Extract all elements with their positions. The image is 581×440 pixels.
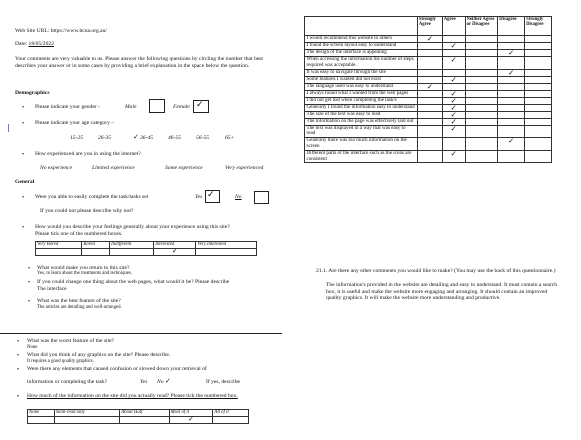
age-option[interactable]: 15-25 <box>70 135 84 141</box>
feelings-table <box>35 241 257 256</box>
survey-cell-checked[interactable]: ✓ <box>498 69 525 76</box>
survey-cell-checked[interactable]: ✓ <box>442 118 465 125</box>
feeling-cell[interactable] <box>36 249 82 256</box>
gender-question: Please indicate your gender - <box>35 104 100 110</box>
demographics-heading: Demographics <box>15 90 50 96</box>
feeling-option[interactable]: Indifferent <box>110 242 154 249</box>
survey-statement: Different parts of the interface such as the icons are consistent <box>305 150 418 163</box>
age-option[interactable]: 46-55 <box>168 135 182 141</box>
amount-cell[interactable] <box>120 417 169 424</box>
survey-cell-checked[interactable]: ✓ <box>417 36 442 43</box>
survey-cell[interactable] <box>525 97 552 104</box>
survey-cell[interactable] <box>525 104 552 111</box>
bullet: • <box>22 152 25 158</box>
survey-cell[interactable] <box>465 111 498 118</box>
survey-cell[interactable] <box>465 69 498 76</box>
page-divider <box>0 333 282 334</box>
feeling-option[interactable]: Very Interested <box>196 242 257 249</box>
graphics-answer: It requires a good quality graphics. <box>27 359 94 364</box>
survey-cell[interactable] <box>417 125 442 138</box>
check-icon: ✓ <box>133 133 139 141</box>
feeling-cell[interactable] <box>196 249 257 256</box>
date-value: 18/05/2022 <box>28 41 54 47</box>
survey-cell-checked[interactable]: ✓ <box>442 90 465 97</box>
survey-statement: Generally I found the information easy to understand <box>305 104 418 111</box>
survey-cell[interactable] <box>417 150 442 163</box>
comments-question: 21.1. Are there any other comments you would like to make? (You may use the back of this questionnaire.) <box>316 268 556 274</box>
survey-cell-checked[interactable]: ✓ <box>498 50 525 57</box>
amount-option[interactable]: Most of it <box>169 410 213 417</box>
comments-answer: The information's provided in the website are detailing and easy to understand. It must contain a search box, it is useful and make the website more engaging and arranging. It should contain an improved quality graphics. It will make the website more understanding and productive. <box>326 282 558 302</box>
bullet: • <box>22 195 25 201</box>
return-answer: Yes, to learn about the treatments and techniques. <box>37 271 133 276</box>
survey-cell[interactable] <box>525 138 552 151</box>
survey-cell[interactable] <box>465 138 498 151</box>
survey-cell[interactable] <box>498 76 525 83</box>
no-checkbox[interactable] <box>254 191 269 204</box>
male-checkbox[interactable] <box>149 99 165 113</box>
survey-cell-checked[interactable]: ✓ <box>442 104 465 111</box>
survey-statement: When accessing the information the number of steps required was acceptable. <box>305 57 418 70</box>
survey-cell[interactable] <box>498 36 525 43</box>
survey-row <box>305 125 552 138</box>
survey-cell[interactable] <box>417 57 442 70</box>
bullet: • <box>22 225 25 231</box>
survey-statement: Some features I wanted did not exist <box>305 76 418 83</box>
feeling-option[interactable]: Very Bored <box>36 242 82 249</box>
amount-cell[interactable] <box>213 417 249 424</box>
yes-label: Yes <box>195 194 203 200</box>
survey-row <box>305 150 552 163</box>
survey-cell[interactable] <box>465 97 498 104</box>
survey-cell[interactable] <box>525 76 552 83</box>
amount-option[interactable]: None <box>28 410 55 417</box>
age-option[interactable]: 36-45 <box>140 135 154 141</box>
feeling-cell-checked[interactable]: ✓ <box>154 249 196 256</box>
survey-cell-checked[interactable]: ✓ <box>442 125 465 138</box>
survey-cell[interactable] <box>525 69 552 76</box>
confusion-yes[interactable]: Yes <box>140 379 148 385</box>
change-question: If you could change one thing about the web pages, what would it be? Please describe <box>37 279 230 285</box>
survey-cell[interactable] <box>465 90 498 97</box>
amount-cell-checked[interactable]: ✓ <box>169 417 213 424</box>
survey-cell-checked[interactable]: ✓ <box>417 83 442 90</box>
bullet: • <box>17 339 20 345</box>
website-url: Web Site URL: https://www.bcna.org.au/ <box>15 28 107 34</box>
survey-cell[interactable] <box>498 150 525 163</box>
survey-statement: I found the screen layout easy to understand <box>305 43 418 50</box>
why-not-text: If you could not please describe why not? <box>40 208 134 214</box>
age-question: Please indicate your age category – <box>35 120 115 126</box>
experience-option[interactable]: No experience <box>40 165 73 171</box>
survey-cell[interactable] <box>465 104 498 111</box>
survey-cell[interactable] <box>465 57 498 70</box>
feeling-cell[interactable] <box>82 249 110 256</box>
survey-cell[interactable] <box>417 104 442 111</box>
survey-statement: The design of the interface is appealing <box>305 50 418 57</box>
experience-question: How experienced are you in using the internet? <box>35 151 141 157</box>
check-icon: ✓ <box>165 377 171 385</box>
survey-table <box>304 16 552 163</box>
survey-cell[interactable] <box>525 150 552 163</box>
feeling-option[interactable]: Interested <box>154 242 196 249</box>
confusion-no[interactable]: No <box>157 379 164 385</box>
bullet: • <box>28 280 31 286</box>
intro-text: Your comments are very valuable to us. Please answer the following questions by circling the number that best describes your answer or in some cases by providing a brief explanation in the space below the question. <box>15 56 263 69</box>
easy-question: Were you able to easily complete the task/tasks set <box>35 194 149 200</box>
col-header: Disagree <box>498 17 525 36</box>
amount-option[interactable]: About Half <box>120 410 169 417</box>
female-label: Female <box>173 104 190 110</box>
survey-cell[interactable] <box>525 50 552 57</box>
experience-option[interactable]: Some experience <box>165 165 203 171</box>
worst-question: What was the worst feature of the site? <box>27 338 115 344</box>
survey-cell[interactable] <box>417 97 442 104</box>
survey-cell[interactable] <box>417 43 442 50</box>
best-question: What was the best feature of the site? <box>37 298 121 304</box>
howmuch-question: How much of the information on the site did you actually read? Please tick the numbered box. <box>27 393 238 399</box>
col-header: Strongly Disagree <box>525 17 552 36</box>
col-header: Strongly Agree <box>417 17 442 36</box>
confusion-question: Were there any elements that caused confusion or slowed down your retrieval of <box>27 366 207 372</box>
survey-cell[interactable] <box>417 118 442 125</box>
amount-option[interactable]: All of it <box>213 410 249 417</box>
survey-cell[interactable] <box>417 90 442 97</box>
statement-header <box>305 17 418 36</box>
graphics-question: What did you think of any graphics on the site? Please describe. <box>27 352 171 358</box>
survey-cell[interactable] <box>525 36 552 43</box>
survey-cell[interactable] <box>525 57 552 70</box>
col-header: Neither Agree or Disagree <box>465 17 498 36</box>
margin-mark <box>8 124 9 132</box>
survey-cell-checked[interactable]: ✓ <box>442 57 465 70</box>
confusion-question-cont: information or completing the task? <box>27 379 108 385</box>
age-option[interactable]: 26-35 <box>98 135 112 141</box>
survey-cell[interactable] <box>498 111 525 118</box>
check-icon: ✓ <box>207 190 215 200</box>
survey-cell[interactable] <box>417 50 442 57</box>
bullet: • <box>17 394 20 400</box>
survey-statement: I would recommend this website to others <box>305 36 418 43</box>
survey-cell[interactable] <box>417 69 442 76</box>
age-option[interactable]: 56-55 <box>196 135 210 141</box>
survey-cell-checked[interactable]: ✓ <box>442 150 465 163</box>
survey-cell-checked[interactable]: ✓ <box>442 97 465 104</box>
survey-cell[interactable] <box>498 83 525 90</box>
bullet: • <box>28 299 31 305</box>
survey-cell[interactable] <box>417 138 442 151</box>
survey-cell[interactable] <box>498 104 525 111</box>
survey-cell[interactable] <box>498 118 525 125</box>
amount-table <box>27 409 249 424</box>
bullet: • <box>17 353 20 359</box>
bullet: • <box>22 121 25 127</box>
date-label: Date: <box>15 41 29 47</box>
amount-cell[interactable] <box>28 417 55 424</box>
survey-cell[interactable] <box>525 125 552 138</box>
return-question: What would make you return to this site? <box>37 265 130 271</box>
feeling-cell[interactable] <box>110 249 154 256</box>
survey-statement: It was easy to navigate through the site <box>305 69 418 76</box>
survey-cell[interactable] <box>498 97 525 104</box>
col-header: Agree <box>442 17 465 36</box>
survey-cell[interactable] <box>525 118 552 125</box>
survey-cell[interactable] <box>465 125 498 138</box>
feelings-question: How would you describe your feelings generally about your experience using this site? <box>35 224 230 230</box>
check-icon: ✓ <box>196 100 204 110</box>
bullet: • <box>28 266 31 272</box>
survey-cell[interactable] <box>417 111 442 118</box>
survey-cell-checked[interactable]: ✓ <box>498 138 525 151</box>
age-option[interactable]: 65+ <box>225 135 235 141</box>
survey-cell[interactable] <box>465 83 498 90</box>
survey-row <box>305 138 552 151</box>
survey-cell[interactable] <box>525 43 552 50</box>
survey-cell[interactable] <box>498 90 525 97</box>
survey-cell-checked[interactable]: ✓ <box>442 43 465 50</box>
worst-answer: None <box>27 345 38 350</box>
survey-cell-checked[interactable]: ✓ <box>442 76 465 83</box>
survey-statement: The language used was easy to understand <box>305 83 418 90</box>
survey-cell[interactable] <box>465 36 498 43</box>
date-line <box>15 41 54 48</box>
experience-option[interactable]: Very experienced <box>225 165 264 171</box>
survey-statement: I always found what I wanted from the web pages <box>305 90 418 97</box>
survey-cell[interactable] <box>525 111 552 118</box>
survey-cell[interactable] <box>525 90 552 97</box>
bullet: • <box>17 367 20 373</box>
survey-cell[interactable] <box>465 150 498 163</box>
if-yes-text: If yes, describe <box>206 379 241 385</box>
survey-statement: The information on the page was effectively laid out <box>305 118 418 125</box>
survey-cell-checked[interactable]: ✓ <box>442 111 465 118</box>
survey-row <box>305 57 552 70</box>
survey-statement: Generally there was too much information on the screen <box>305 138 418 151</box>
survey-cell[interactable] <box>465 43 498 50</box>
survey-statement: The text was displayed in a way that was easy to read <box>305 125 418 138</box>
survey-cell[interactable] <box>525 83 552 90</box>
change-answer: The interface <box>37 286 67 292</box>
survey-cell[interactable] <box>465 76 498 83</box>
amount-cell[interactable] <box>54 417 119 424</box>
no-label: No <box>235 194 242 200</box>
best-answer: The articles are detailing and well-arranged. <box>37 305 122 310</box>
amount-option[interactable]: Skim-read only <box>54 410 119 417</box>
survey-statement: The size of the text was easy to read <box>305 111 418 118</box>
feeling-option[interactable]: Bored <box>82 242 110 249</box>
bullet: • <box>22 105 25 111</box>
survey-statement: I did not get lost when completing the task/s <box>305 97 418 104</box>
general-heading: General <box>15 179 35 185</box>
survey-cell[interactable] <box>465 50 498 57</box>
experience-option[interactable]: Limited experience <box>92 165 135 171</box>
male-label: Male <box>125 104 137 110</box>
feelings-instruction: Please tick one of the numbered boxes. <box>35 231 123 237</box>
survey-cell[interactable] <box>465 118 498 125</box>
